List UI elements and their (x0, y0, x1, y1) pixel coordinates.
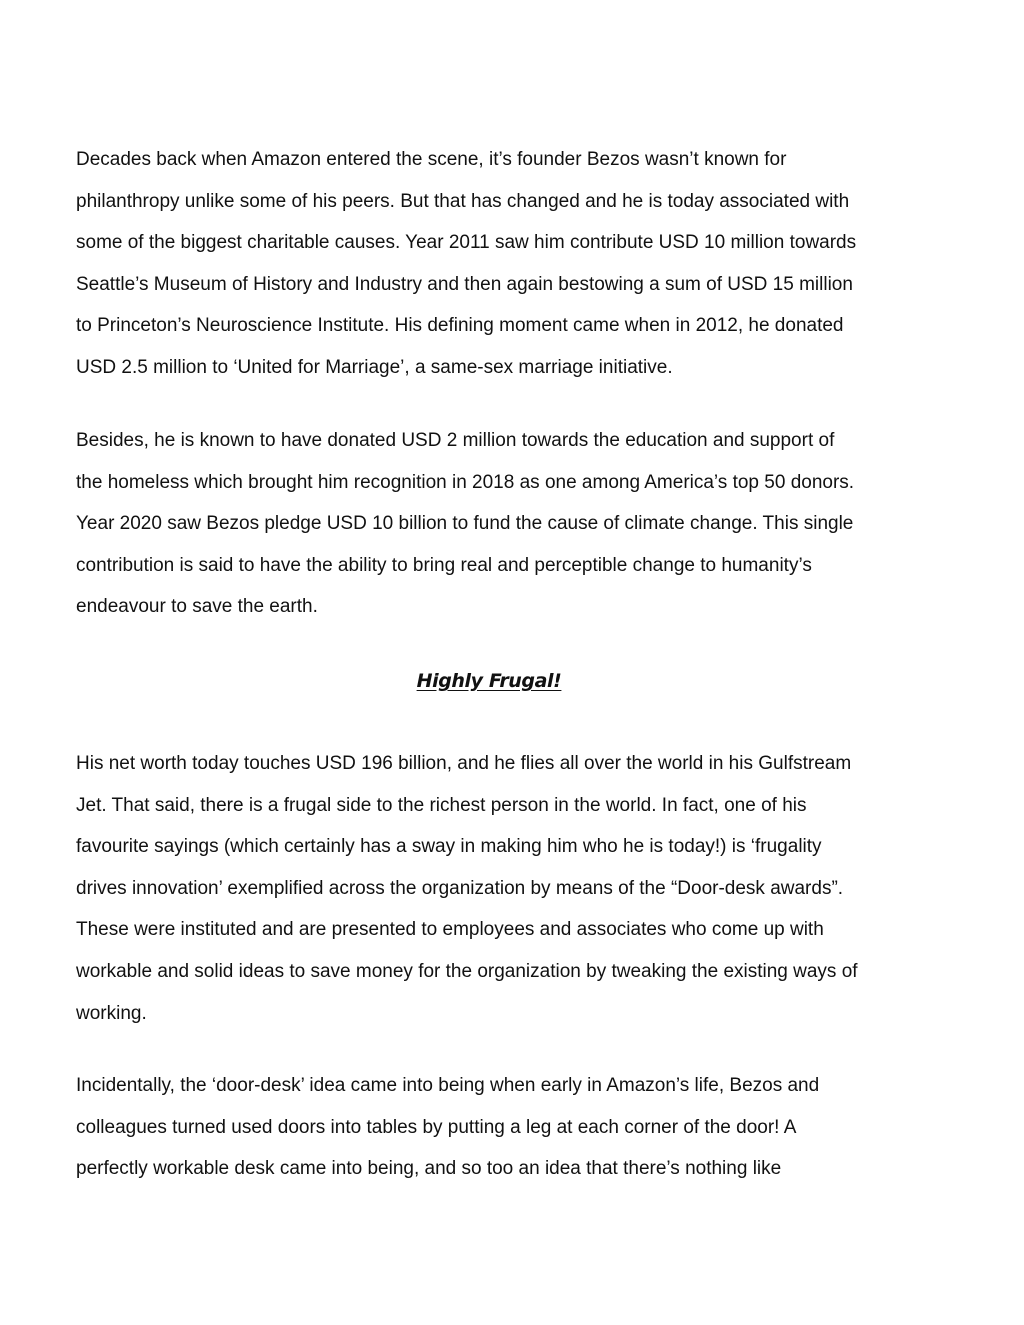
paragraph-line: favourite sayings (which certainly has a sway in making him who he is today!) is ‘frugality (76, 836, 822, 858)
paragraph-line: perfectly workable desk came into being, and so too an idea that there’s nothing like (76, 1158, 782, 1180)
paragraph-line: working. (76, 1002, 147, 1024)
paragraph-line: Besides, he is known to have donated USD 2 million towards the education and support of (76, 430, 835, 451)
paragraph-line: workable and solid ideas to save money for the organization by tweaking the existing ways of (76, 960, 858, 982)
paragraph-line: colleagues turned used doors into tables by putting a leg at each corner of the door! A (76, 1116, 797, 1138)
paragraph-line: to Princeton’s Neuroscience Institute. His defining moment came when in 2012, he donated (76, 315, 844, 337)
paragraph-line: Decades back when Amazon entered the scene, it’s founder Bezos wasn’t known for (76, 149, 787, 170)
paragraph-line: drives innovation’ exemplified across the organization by means of the “Door-desk awards”. (76, 877, 844, 899)
paragraph-line: These were instituted and are presented to employees and associates who come up with (76, 919, 824, 941)
paragraph-line: some of the biggest charitable causes. Year 2011 saw him contribute USD 10 million towards (76, 232, 857, 254)
paragraph-line: Seattle’s Museum of History and Industry and then again bestowing a sum of USD 15 million (76, 273, 853, 295)
paragraph-line: His net worth today touches USD 196 billion, and he flies all over the world in his Gulfstream (76, 753, 852, 774)
paragraph-line: endeavour to save the earth. (76, 596, 318, 618)
paragraph-frugality (76, 743, 946, 1034)
paragraph-line: Jet. That said, there is a frugal side to the richest person in the world. In fact, one of his (76, 794, 807, 816)
paragraph-line: Year 2020 saw Bezos pledge USD 10 billion to fund the cause of climate change. This single (76, 513, 854, 535)
paragraph-line: Incidentally, the ‘door-desk’ idea came into being when early in Amazon’s life, Bezos and (76, 1075, 820, 1096)
section-heading: Highly Frugal! (416, 670, 562, 692)
paragraph-line: the homeless which brought him recognition in 2018 as one among America’s top 50 donors. (76, 471, 855, 493)
paragraph-door-desk (76, 1065, 946, 1190)
paragraph-line: philanthropy unlike some of his peers. But that has changed and he is today associated with (76, 190, 850, 212)
paragraph-line: contribution is said to have the ability to bring real and perceptible change to humanity’s (76, 554, 812, 576)
paragraph-philanthropy (76, 139, 946, 389)
paragraph-line: USD 2.5 million to ‘United for Marriage’, a same-sex marriage initiative. (76, 356, 673, 378)
paragraph-donations (76, 420, 946, 628)
